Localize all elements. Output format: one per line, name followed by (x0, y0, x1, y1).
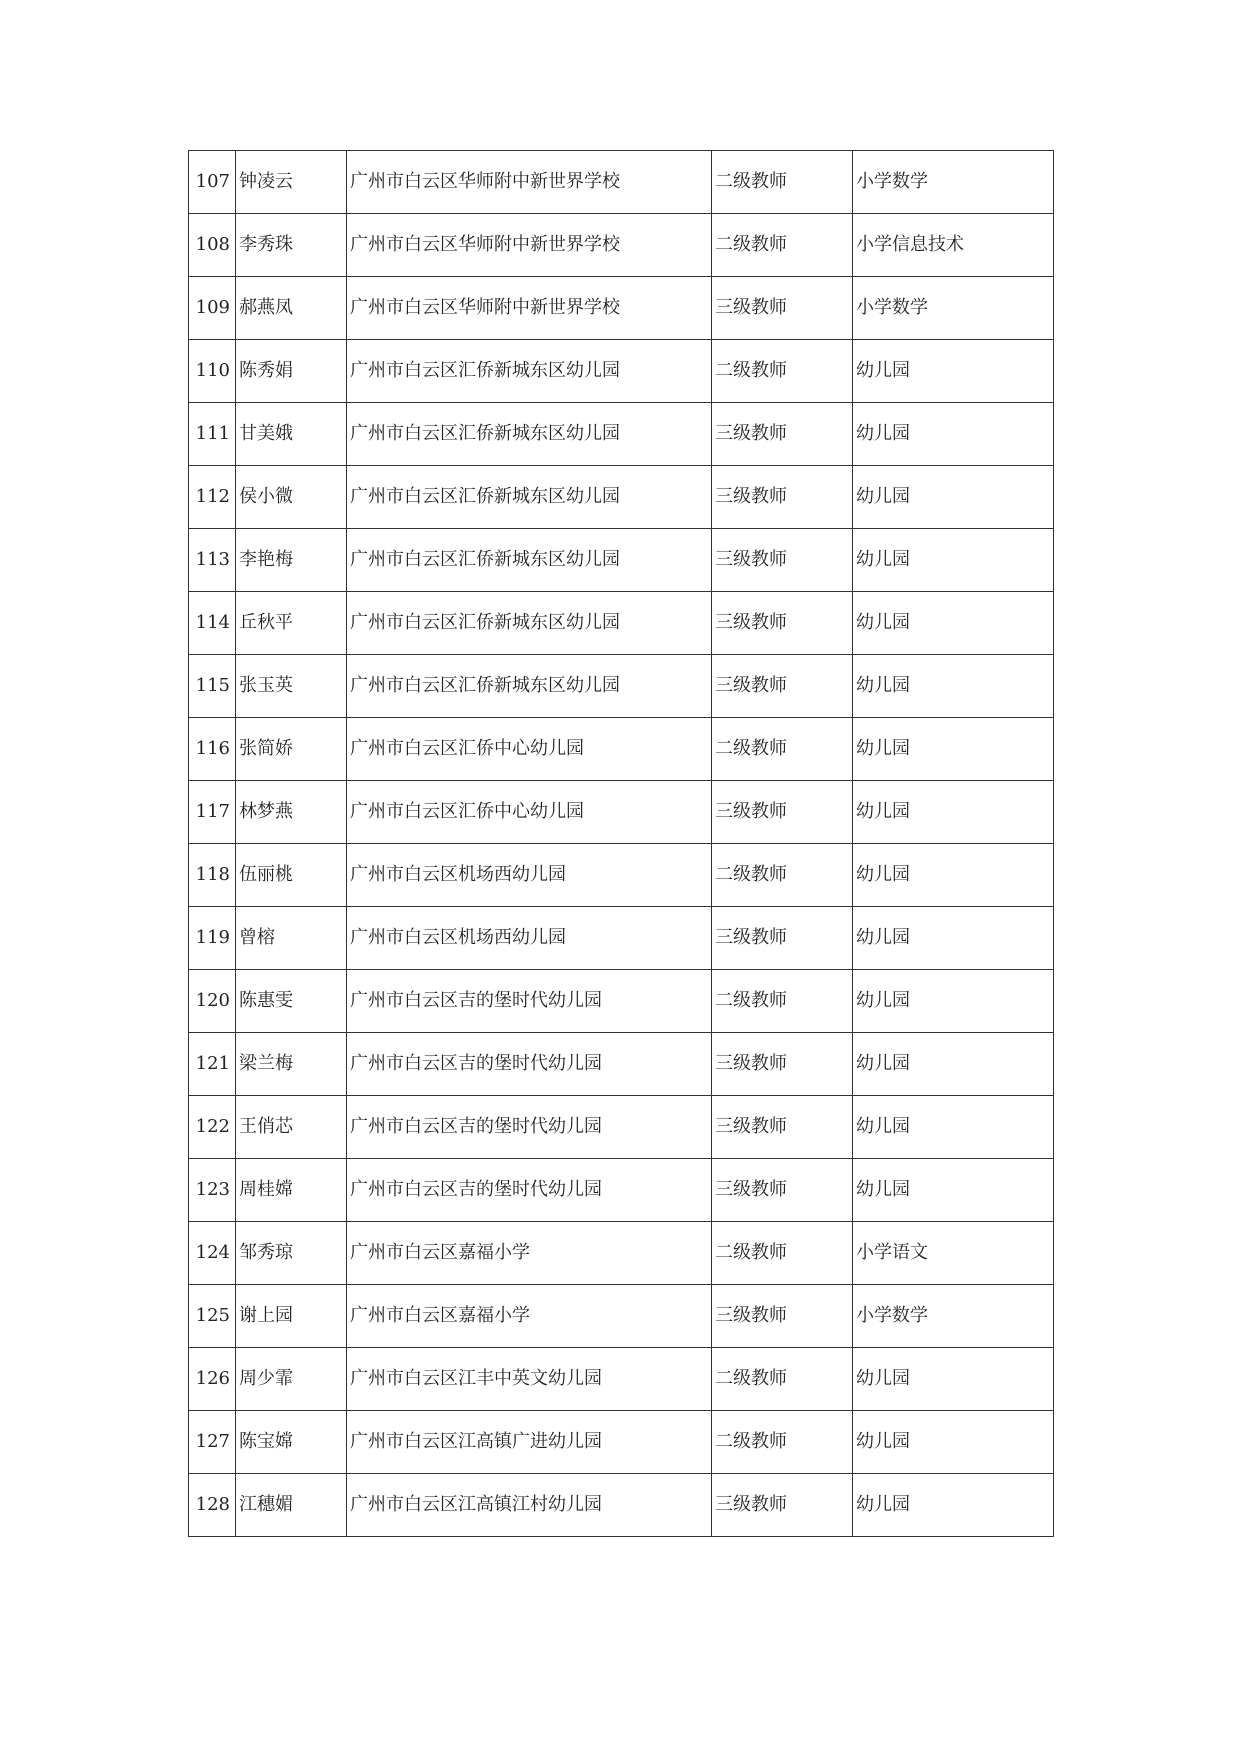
teacher-name-cell: 李艳梅 (236, 529, 347, 592)
school-name-cell: 广州市白云区汇侨新城东区幼儿园 (347, 466, 712, 529)
table-row (189, 781, 1054, 844)
table-row (189, 655, 1054, 718)
school-name-cell: 广州市白云区江高镇江村幼儿园 (347, 1474, 712, 1537)
row-number-cell: 125 (189, 1285, 236, 1348)
teacher-name-cell: 江穗媚 (236, 1474, 347, 1537)
teacher-name-cell: 郝燕凤 (236, 277, 347, 340)
table-row (189, 1348, 1054, 1411)
row-number-cell: 107 (189, 151, 236, 214)
teacher-level-cell: 三级教师 (712, 1033, 853, 1096)
school-name-cell: 广州市白云区吉的堡时代幼儿园 (347, 1159, 712, 1222)
school-name-cell: 广州市白云区吉的堡时代幼儿园 (347, 970, 712, 1033)
row-number-cell: 112 (189, 466, 236, 529)
school-name-cell: 广州市白云区江高镇广进幼儿园 (347, 1411, 712, 1474)
row-number-cell: 123 (189, 1159, 236, 1222)
table-row (189, 1411, 1054, 1474)
table-row (189, 970, 1054, 1033)
table-row (189, 466, 1054, 529)
teacher-name-cell: 谢上园 (236, 1285, 347, 1348)
teacher-name-cell: 钟凌云 (236, 151, 347, 214)
teacher-name-cell: 周桂嫦 (236, 1159, 347, 1222)
row-number-cell: 117 (189, 781, 236, 844)
school-name-cell: 广州市白云区汇侨新城东区幼儿园 (347, 403, 712, 466)
table-row (189, 844, 1054, 907)
school-name-cell: 广州市白云区华师附中新世界学校 (347, 151, 712, 214)
subject-cell: 幼儿园 (853, 1411, 1054, 1474)
teacher-level-cell: 二级教师 (712, 1411, 853, 1474)
school-name-cell: 广州市白云区汇侨中心幼儿园 (347, 718, 712, 781)
row-number-cell: 121 (189, 1033, 236, 1096)
school-name-cell: 广州市白云区汇侨新城东区幼儿园 (347, 592, 712, 655)
teacher-level-cell: 三级教师 (712, 592, 853, 655)
teacher-name-cell: 侯小微 (236, 466, 347, 529)
teacher-level-cell: 三级教师 (712, 1474, 853, 1537)
row-number-cell: 118 (189, 844, 236, 907)
teacher-name-cell: 丘秋平 (236, 592, 347, 655)
subject-cell: 小学数学 (853, 1285, 1054, 1348)
row-number-cell: 109 (189, 277, 236, 340)
teacher-level-cell: 三级教师 (712, 781, 853, 844)
school-name-cell: 广州市白云区汇侨中心幼儿园 (347, 781, 712, 844)
school-name-cell: 广州市白云区华师附中新世界学校 (347, 277, 712, 340)
teacher-name-cell: 陈惠雯 (236, 970, 347, 1033)
row-number-cell: 115 (189, 655, 236, 718)
school-name-cell: 广州市白云区嘉福小学 (347, 1285, 712, 1348)
school-name-cell: 广州市白云区机场西幼儿园 (347, 844, 712, 907)
table-row (189, 1159, 1054, 1222)
teacher-name-cell: 李秀珠 (236, 214, 347, 277)
school-name-cell: 广州市白云区吉的堡时代幼儿园 (347, 1096, 712, 1159)
school-name-cell: 广州市白云区吉的堡时代幼儿园 (347, 1033, 712, 1096)
subject-cell: 幼儿园 (853, 529, 1054, 592)
teacher-level-cell: 三级教师 (712, 907, 853, 970)
subject-cell: 幼儿园 (853, 970, 1054, 1033)
teacher-roster-table (188, 150, 1054, 1537)
subject-cell: 幼儿园 (853, 655, 1054, 718)
teacher-level-cell: 二级教师 (712, 214, 853, 277)
row-number-cell: 120 (189, 970, 236, 1033)
subject-cell: 小学数学 (853, 151, 1054, 214)
teacher-level-cell: 二级教师 (712, 340, 853, 403)
school-name-cell: 广州市白云区嘉福小学 (347, 1222, 712, 1285)
row-number-cell: 113 (189, 529, 236, 592)
table-row (189, 529, 1054, 592)
school-name-cell: 广州市白云区汇侨新城东区幼儿园 (347, 529, 712, 592)
table-row (189, 1222, 1054, 1285)
school-name-cell: 广州市白云区汇侨新城东区幼儿园 (347, 340, 712, 403)
subject-cell: 幼儿园 (853, 1159, 1054, 1222)
table-row (189, 403, 1054, 466)
school-name-cell: 广州市白云区华师附中新世界学校 (347, 214, 712, 277)
row-number-cell: 122 (189, 1096, 236, 1159)
row-number-cell: 127 (189, 1411, 236, 1474)
subject-cell: 幼儿园 (853, 403, 1054, 466)
teacher-level-cell: 三级教师 (712, 1285, 853, 1348)
table-row (189, 1096, 1054, 1159)
teacher-level-cell: 三级教师 (712, 1159, 853, 1222)
table-row (189, 1474, 1054, 1537)
subject-cell: 小学信息技术 (853, 214, 1054, 277)
teacher-name-cell: 林梦燕 (236, 781, 347, 844)
teacher-level-cell: 二级教师 (712, 1348, 853, 1411)
teacher-level-cell: 三级教师 (712, 466, 853, 529)
subject-cell: 幼儿园 (853, 1474, 1054, 1537)
subject-cell: 小学数学 (853, 277, 1054, 340)
subject-cell: 幼儿园 (853, 340, 1054, 403)
subject-cell: 幼儿园 (853, 844, 1054, 907)
teacher-level-cell: 三级教师 (712, 403, 853, 466)
teacher-name-cell: 梁兰梅 (236, 1033, 347, 1096)
table-row (189, 214, 1054, 277)
teacher-level-cell: 二级教师 (712, 1222, 853, 1285)
row-number-cell: 114 (189, 592, 236, 655)
teacher-name-cell: 曾榕 (236, 907, 347, 970)
subject-cell: 幼儿园 (853, 781, 1054, 844)
table-row (189, 718, 1054, 781)
table-row (189, 1033, 1054, 1096)
subject-cell: 幼儿园 (853, 907, 1054, 970)
teacher-name-cell: 周少霏 (236, 1348, 347, 1411)
row-number-cell: 111 (189, 403, 236, 466)
teacher-name-cell: 张玉英 (236, 655, 347, 718)
teacher-level-cell: 三级教师 (712, 1096, 853, 1159)
teacher-name-cell: 陈秀娟 (236, 340, 347, 403)
row-number-cell: 108 (189, 214, 236, 277)
school-name-cell: 广州市白云区江丰中英文幼儿园 (347, 1348, 712, 1411)
teacher-name-cell: 王俏芯 (236, 1096, 347, 1159)
teacher-level-cell: 二级教师 (712, 970, 853, 1033)
subject-cell: 幼儿园 (853, 466, 1054, 529)
subject-cell: 小学语文 (853, 1222, 1054, 1285)
table-row (189, 340, 1054, 403)
table-row (189, 151, 1054, 214)
table-row (189, 907, 1054, 970)
teacher-level-cell: 三级教师 (712, 529, 853, 592)
subject-cell: 幼儿园 (853, 1096, 1054, 1159)
teacher-name-cell: 邹秀琼 (236, 1222, 347, 1285)
row-number-cell: 110 (189, 340, 236, 403)
table-row (189, 277, 1054, 340)
subject-cell: 幼儿园 (853, 1033, 1054, 1096)
school-name-cell: 广州市白云区机场西幼儿园 (347, 907, 712, 970)
roster-body (189, 151, 1054, 1537)
row-number-cell: 124 (189, 1222, 236, 1285)
subject-cell: 幼儿园 (853, 718, 1054, 781)
table-row (189, 1285, 1054, 1348)
row-number-cell: 119 (189, 907, 236, 970)
teacher-name-cell: 甘美娥 (236, 403, 347, 466)
school-name-cell: 广州市白云区汇侨新城东区幼儿园 (347, 655, 712, 718)
table-row (189, 592, 1054, 655)
subject-cell: 幼儿园 (853, 1348, 1054, 1411)
teacher-name-cell: 张简娇 (236, 718, 347, 781)
teacher-level-cell: 二级教师 (712, 718, 853, 781)
subject-cell: 幼儿园 (853, 592, 1054, 655)
teacher-level-cell: 二级教师 (712, 151, 853, 214)
teacher-name-cell: 陈宝嫦 (236, 1411, 347, 1474)
row-number-cell: 116 (189, 718, 236, 781)
teacher-level-cell: 二级教师 (712, 844, 853, 907)
row-number-cell: 126 (189, 1348, 236, 1411)
row-number-cell: 128 (189, 1474, 236, 1537)
teacher-level-cell: 三级教师 (712, 655, 853, 718)
teacher-level-cell: 三级教师 (712, 277, 853, 340)
teacher-name-cell: 伍丽桃 (236, 844, 347, 907)
